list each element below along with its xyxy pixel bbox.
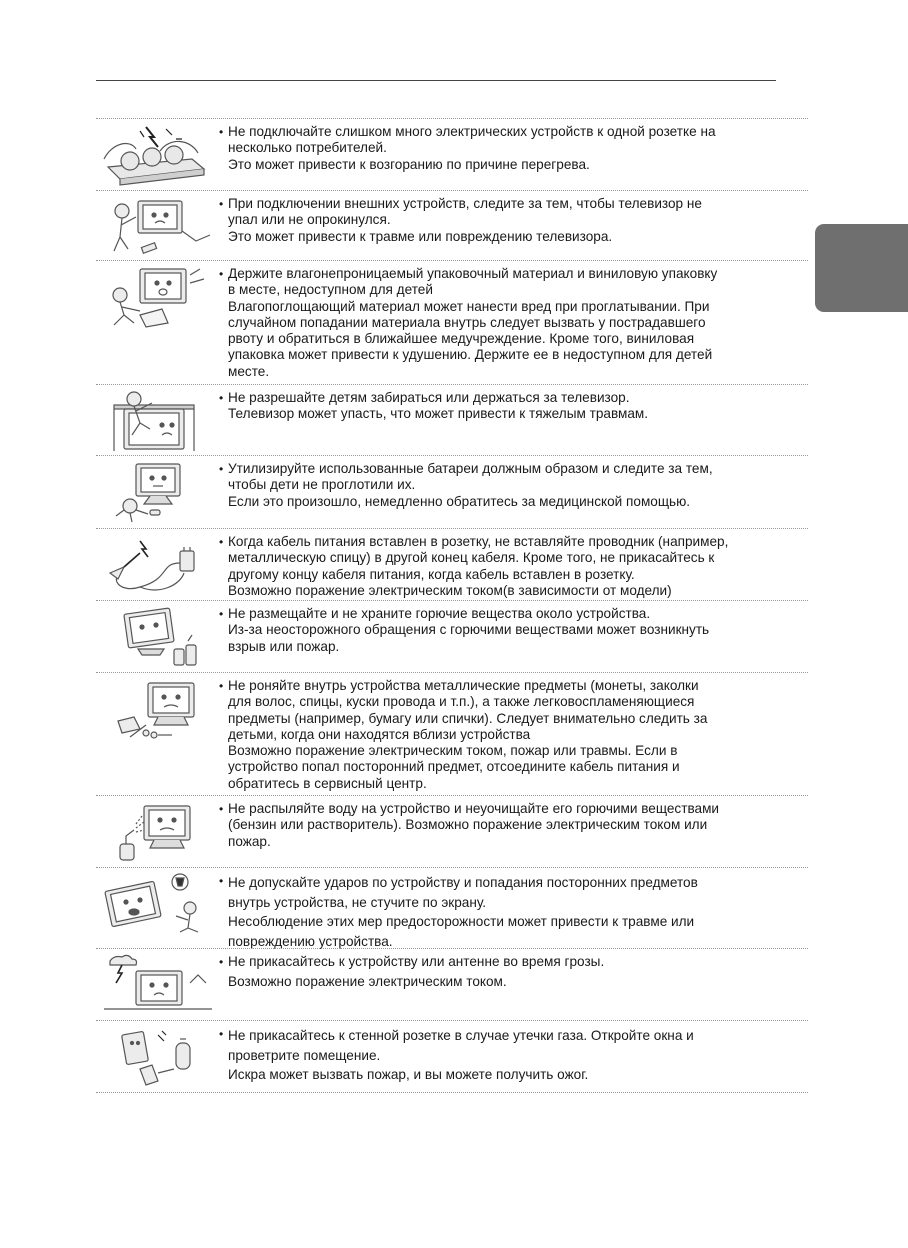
child-with-packaging-illustration [100,265,216,329]
bullet-icon: • [219,125,224,139]
warning-line: Несоблюдение этих мер предосторожности может привести к травме или [228,914,695,930]
warning-item [96,384,808,456]
warning-line: другому концу кабеля питания, когда кабель вставлен в розетку. [228,566,635,582]
warning-line: Не допускайте ударов по устройству и попадания посторонних предметов [228,875,698,890]
warning-text [219,606,803,655]
warning-line: несколько потребителей. [228,140,387,156]
bullet-icon: • [219,679,224,693]
warning-line: Не прикасайтесь к устройству или антенне во время грозы. [228,954,605,969]
warning-line: Утилизируйте использованные батареи должным образом и следите за тем, [228,461,713,476]
bullet-icon: • [219,391,224,405]
header-rule [96,80,776,81]
warning-line: случайном попадании материала внутрь следует вызвать у пострадавшего [228,314,706,330]
warning-text [219,873,803,951]
warning-line: Влагопоглощающий материал может нанести вред при проглатывании. При [228,298,710,314]
warning-line: (бензин или растворитель). Возможно поражение электрическим током или [228,817,708,833]
section-tab [815,224,908,312]
warning-line: в месте, недоступном для детей [228,282,433,298]
warning-text [219,124,803,173]
warning-text [219,266,803,380]
metal-objects-dropped-illustration [100,677,216,741]
warning-line: месте. [228,363,270,379]
warning-line: Не роняйте внутрь устройства металлические предметы (монеты, заколки [228,678,699,693]
warning-line: Это может привести к возгоранию по причине перегрева. [228,156,590,172]
warning-line: Держите влагонепроницаемый упаковочный материал и виниловую упаковку [228,266,718,281]
warning-line: Когда кабель питания вставлен в розетку, не вставляйте проводник (например, [228,534,729,549]
warning-text [219,954,803,991]
warning-line: Не размещайте и не храните горючие вещества около устройства. [228,606,651,621]
warning-line: Не подключайте слишком много электрических устройств к одной розетке на [228,124,716,139]
warning-line: Это может привести к травме или повреждению телевизора. [228,228,613,244]
warning-item [96,528,808,601]
warning-item [96,118,808,191]
warning-line: предметы (например, бумагу или спички). Следует внимательно следить за [228,710,708,726]
warning-item [96,867,808,949]
warning-line: взрыв или пожар. [228,638,340,654]
warning-text [219,196,803,245]
warning-text [219,1026,803,1085]
bullet-icon: • [219,1027,224,1041]
warning-item [96,1020,808,1093]
warning-line: Не распыляйте воду на устройство и неуочищайте его горючими веществами [228,801,720,816]
bullet-icon: • [219,535,224,549]
child-swallowing-battery-illustration [100,460,216,524]
warning-line: обратитесь в сервисный центр. [228,775,427,791]
lightning-storm-illustration [100,953,216,1017]
warning-item [96,455,808,529]
warning-line: детьми, когда они находятся вблизи устройства [228,726,531,742]
warning-item [96,260,808,385]
warning-line: металлическую спицу) в другой конец кабеля. Кроме того, не прикасайтесь к [228,550,715,566]
bullet-icon: • [219,802,224,816]
warning-line: Не прикасайтесь к стенной розетке в случае утечки газа. Откройте окна и [228,1028,694,1043]
spraying-water-illustration [100,800,216,864]
metal-in-power-cable-illustration [100,533,216,597]
child-pulling-tv-illustration [100,195,216,259]
warning-line: чтобы дети не проглотили их. [228,477,416,493]
warning-text [219,534,803,599]
warning-line: проветрите помещение. [228,1047,381,1063]
warning-line: При подключении внешних устройств, следите за тем, чтобы телевизор не [228,196,702,211]
gas-leak-outlet-illustration [100,1025,216,1089]
child-climbing-tv-illustration [100,389,216,453]
warning-line: Если это произошло, немедленно обратитесь за медицинской помощью. [228,493,691,509]
warning-line: внутрь устройства, не стучите по экрану. [228,894,487,910]
warning-line: Возможно поражение электрическим током(в зависимости от модели) [228,582,672,598]
warning-item [96,600,808,673]
warning-line: упаковка может привести к удушению. Держите ее в недоступном для детей [228,347,713,363]
bullet-icon: • [219,874,224,888]
warning-item [96,948,808,1021]
bullet-icon: • [219,197,224,211]
warning-item [96,795,808,868]
warning-line: Телевизор может упасть, что может привести к тяжелым травмам. [228,406,649,422]
warning-line: Искра может вызвать пожар, и вы можете получить ожог. [228,1067,589,1083]
warning-text [219,390,803,423]
overloaded-outlet-illustration [100,123,216,187]
warning-item [96,672,808,796]
warning-text [219,801,803,850]
bullet-icon: • [219,607,224,621]
ball-hitting-tv-illustration [100,872,216,936]
bullet-icon: • [219,267,224,281]
warning-line: Возможно поражение электрическим током, пожар или травмы. Если в [228,743,678,759]
warning-line: повреждению устройства. [228,933,393,949]
bullet-icon: • [219,955,224,969]
warning-line: Из-за неосторожного обращения с горючими веществами может возникнуть [228,622,710,638]
warning-line: рвоту и обратиться в ближайшее медучреждение. Кроме того, виниловая [228,331,695,347]
warning-line: устройство попал посторонний предмет, отсоедините кабель питания и [228,759,680,775]
warning-text [219,461,803,510]
bullet-icon: • [219,462,224,476]
warning-line: Возможно поражение электрическим током. [228,974,507,990]
warning-item [96,190,808,261]
warning-line: Не разрешайте детям забираться или держаться за телевизор. [228,390,630,405]
warning-text [219,678,803,792]
flammable-near-tv-illustration [100,605,216,669]
warning-line: для волос, спицы, куски провода и т.п.), а также легковоспламеняющиеся [228,694,695,710]
warning-line: упал или не опрокинулся. [228,212,391,228]
warning-line: пожар. [228,833,271,849]
